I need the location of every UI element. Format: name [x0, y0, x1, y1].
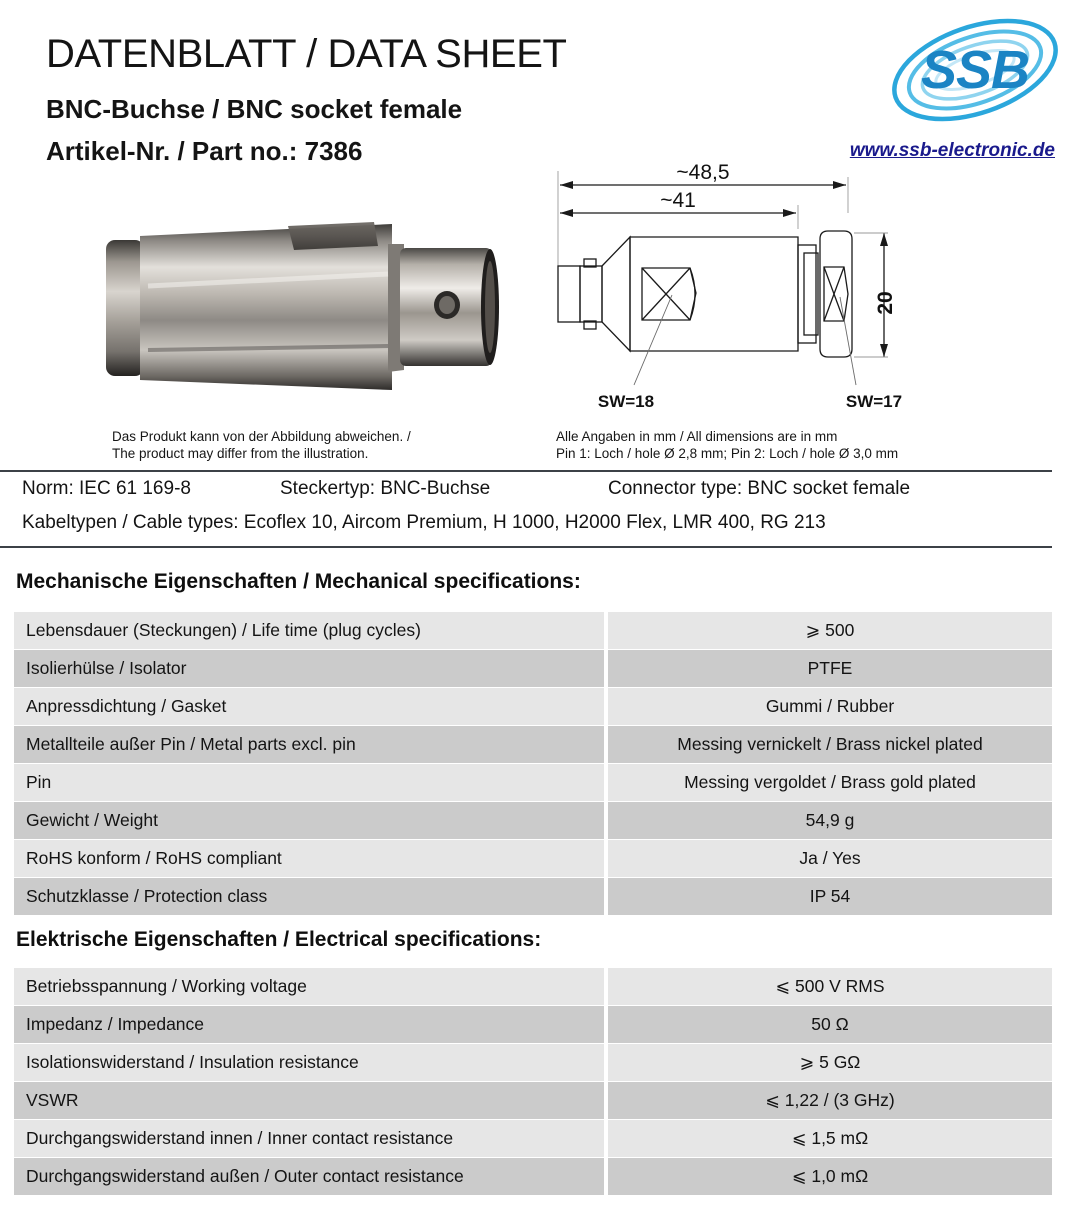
cable-types: Kabeltypen / Cable types: Ecoflex 10, Aircom Premium, H 1000, H2000 Flex, LMR 400, RG 213: [22, 512, 826, 533]
spec-label: VSWR: [14, 1082, 604, 1119]
spec-value: Messing vernickelt / Brass nickel plated: [608, 726, 1052, 763]
spec-label: Schutzklasse / Protection class: [14, 878, 604, 915]
table-row: [14, 612, 1052, 649]
norm-standard: Norm: IEC 61 169-8: [22, 478, 191, 499]
spec-value: 50 Ω: [608, 1006, 1052, 1043]
website-url[interactable]: www.ssb-electronic.de: [849, 140, 1055, 161]
mechanical-heading: Mechanische Eigenschaften / Mechanical specifications:: [16, 570, 581, 593]
spec-label: Anpressdichtung / Gasket: [14, 688, 604, 725]
spec-label: Betriebsspannung / Working voltage: [14, 968, 604, 1005]
connector-type-de: Steckertyp: BNC-Buchse: [280, 478, 491, 499]
spec-label: Impedanz / Impedance: [14, 1006, 604, 1043]
norm-row: [22, 478, 1052, 510]
product-photo: [92, 200, 512, 420]
table-row: [14, 1044, 1052, 1081]
photo-caption-line1: Das Produkt kann von der Abbildung abweichen. /: [112, 429, 411, 444]
spec-value: Messing vergoldet / Brass gold plated: [608, 764, 1052, 801]
spec-value: ⩽ 500 V RMS: [608, 968, 1052, 1005]
page-title: DATENBLATT / DATA SHEET: [46, 32, 567, 76]
dim-body-label: ~41: [660, 189, 696, 212]
spec-value: PTFE: [608, 650, 1052, 687]
spec-label: Pin: [14, 764, 604, 801]
spec-value: Gummi / Rubber: [608, 688, 1052, 725]
spec-label: Isolationswiderstand / Insulation resistance: [14, 1044, 604, 1081]
photo-caption-line2: The product may differ from the illustration.: [112, 446, 369, 461]
dim-height-label: 20: [874, 291, 897, 315]
spec-value: ⩾ 5 GΩ: [608, 1044, 1052, 1081]
spec-value: ⩾ 500: [608, 612, 1052, 649]
table-row: [14, 802, 1052, 839]
spec-label: Gewicht / Weight: [14, 802, 604, 839]
part-number: Artikel-Nr. / Part no.: 7386: [46, 136, 363, 166]
page-header: [0, 0, 1072, 175]
divider-bottom: [0, 546, 1052, 548]
spec-value: ⩽ 1,22 / (3 GHz): [608, 1082, 1052, 1119]
sw18-label: SW=18: [597, 392, 655, 411]
spec-value: ⩽ 1,0 mΩ: [608, 1158, 1052, 1195]
spec-value: ⩽ 1,5 mΩ: [608, 1120, 1052, 1157]
spec-value: Ja / Yes: [608, 840, 1052, 877]
divider-top: [0, 470, 1052, 472]
drawing-caption-line1: Alle Angaben in mm / All dimensions are in mm: [556, 429, 838, 444]
connector-type-en: Connector type: BNC socket female: [608, 478, 911, 499]
spec-label: Durchgangswiderstand außen / Outer contact resistance: [14, 1158, 604, 1195]
drawing-caption-line2: Pin 1: Loch / hole Ø 2,8 mm; Pin 2: Loch / hole Ø 3,0 mm: [556, 446, 899, 461]
table-row: [14, 1006, 1052, 1043]
table-row: [14, 1120, 1052, 1157]
sw17-label: SW=17: [845, 392, 903, 411]
table-row: [14, 688, 1052, 725]
spec-label: Metallteile außer Pin / Metal parts excl. pin: [14, 726, 604, 763]
table-row: [14, 1082, 1052, 1119]
spec-value: IP 54: [608, 878, 1052, 915]
electrical-spec-table: [14, 968, 1052, 1196]
table-row: [14, 764, 1052, 801]
table-row: [14, 968, 1052, 1005]
product-name: BNC-Buchse / BNC socket female: [46, 94, 463, 124]
ssb-logo: [888, 18, 1063, 130]
electrical-heading: Elektrische Eigenschaften / Electrical specifications:: [16, 928, 542, 951]
mechanical-spec-table: [14, 612, 1052, 916]
table-row: [14, 726, 1052, 763]
dimension-drawing: [548, 163, 952, 425]
svg-text:SSB: SSB: [920, 40, 1030, 100]
table-row: [14, 1158, 1052, 1195]
table-row: [14, 650, 1052, 687]
dim-overall-label: ~48,5: [676, 163, 730, 184]
table-row: [14, 840, 1052, 877]
spec-label: Lebensdauer (Steckungen) / Life time (plug cycles): [14, 612, 604, 649]
drawing-caption: [556, 428, 1026, 462]
photo-caption: [112, 428, 542, 462]
table-row: [14, 878, 1052, 915]
spec-label: Durchgangswiderstand innen / Inner contact resistance: [14, 1120, 604, 1157]
spec-value: 54,9 g: [608, 802, 1052, 839]
spec-label: RoHS konform / RoHS compliant: [14, 840, 604, 877]
spec-label: Isolierhülse / Isolator: [14, 650, 604, 687]
